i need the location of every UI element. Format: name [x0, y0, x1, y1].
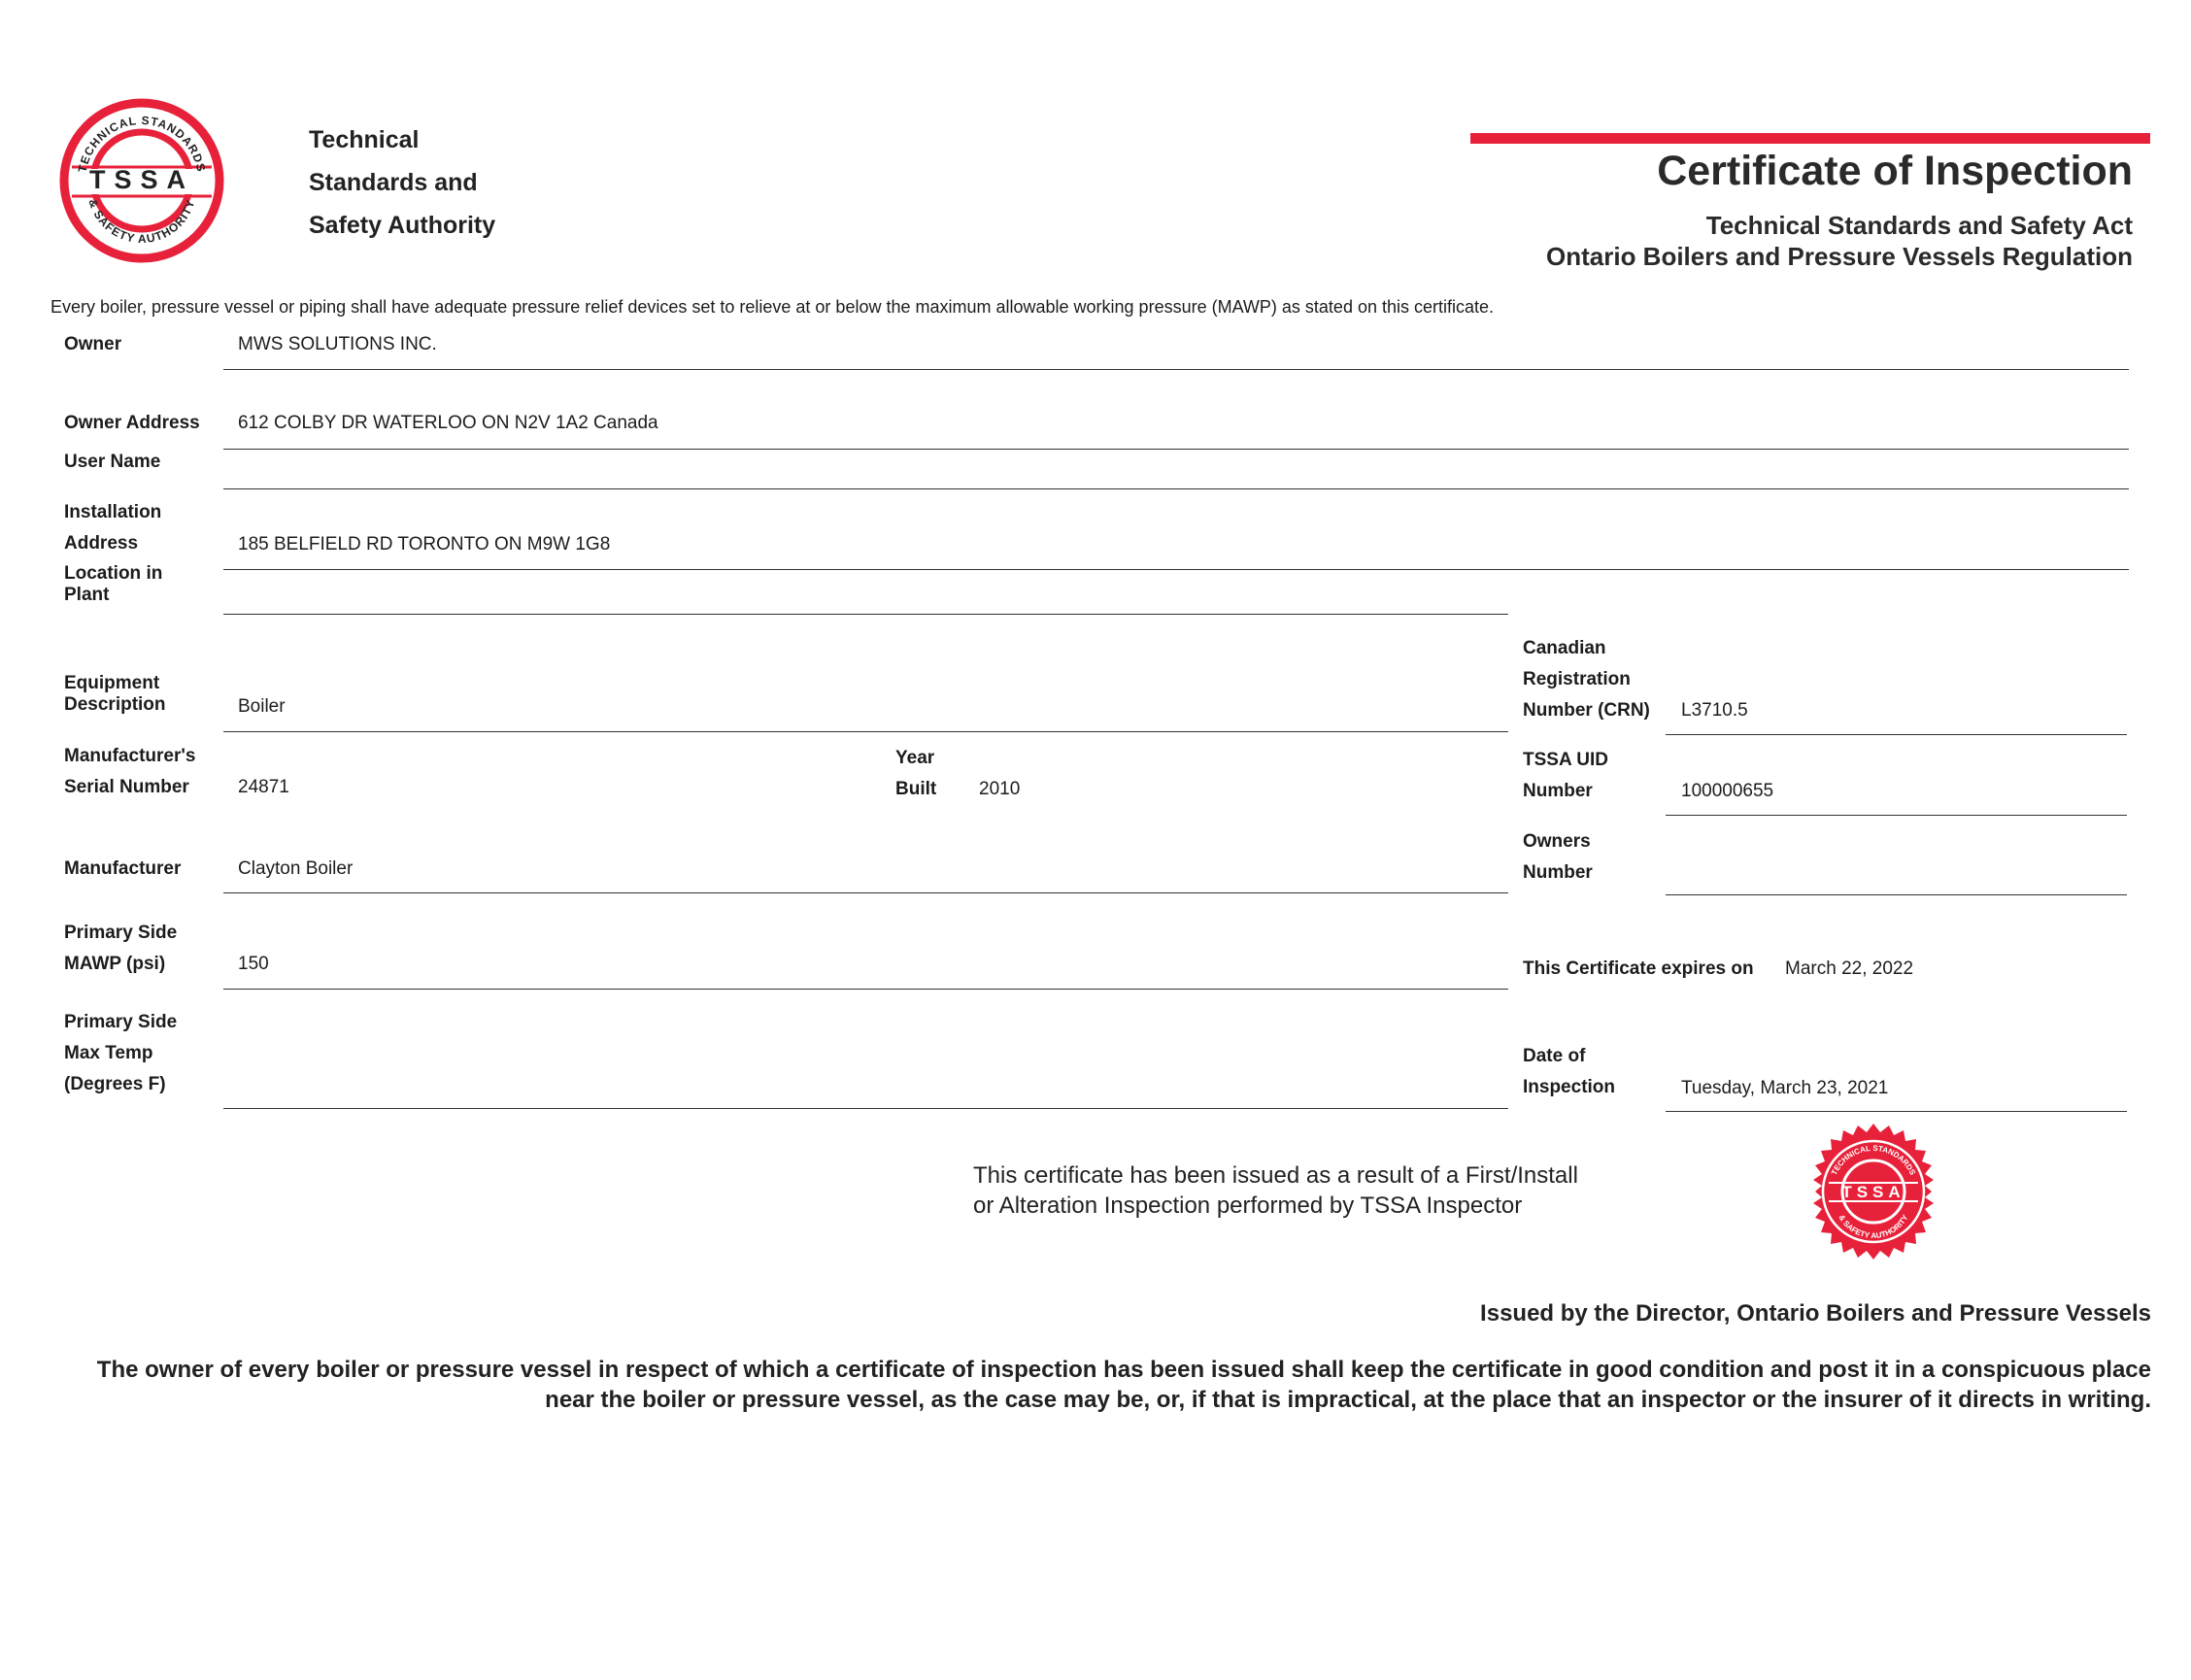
- posting-requirement: The owner of every boiler or pressure vessel in respect of which a certificate of inspection has been issued shall keep the certificate in good condition and post it in a conspicuous place near the boiler or pressure vessel, as the case may be, or, if that is impractical, at the place that an inspector or the insurer of it directs in writing.: [96, 1357, 2151, 1413]
- relief-device-notice: Every boiler, pressure vessel or piping shall have adequate pressure relief devices set to relieve at or below the maximum allowable working pressure (MAWP) as stated on this certificate.: [51, 297, 1495, 317]
- crn-label: Canadian Registration Number (CRN): [1523, 638, 1650, 721]
- seal-ring-top: TECHNICAL STANDARDS: [1829, 1143, 1918, 1177]
- issued-by-director: Issued by the Director, Ontario Boilers and Pressure Vessels: [1480, 1300, 2151, 1327]
- certificate-subtitle: [1259, 210, 2133, 272]
- location-in-plant-label: Location in Plant: [64, 563, 163, 605]
- installation-address-value: 185 BELFIELD RD TORONTO ON M9W 1G8: [238, 534, 611, 554]
- user-name-rule: [223, 488, 2129, 489]
- year-built-value: 2010: [979, 779, 1021, 799]
- org-name: [309, 118, 495, 247]
- tssa-uid-label: TSSA UID Number: [1523, 750, 1608, 801]
- subtitle-line: Ontario Boilers and Pressure Vessels Regulation: [1546, 242, 2133, 271]
- year-built-label: Year Built: [895, 748, 937, 799]
- installation-address-rule: [223, 569, 2129, 570]
- seal-text: TSSA: [1841, 1183, 1905, 1201]
- owner-label: Owner: [64, 334, 122, 354]
- crn-value: L3710.5: [1681, 700, 1748, 721]
- owner-address-label: Owner Address: [64, 413, 200, 433]
- installation-address-label: Installation Address: [64, 502, 162, 554]
- org-name-line: Technical: [309, 126, 420, 153]
- inspection-date-rule: [1666, 1111, 2127, 1112]
- owner-address-value: 612 COLBY DR WATERLOO ON N2V 1A2 Canada: [238, 413, 658, 433]
- certificate-title: Certificate of Inspection: [1657, 148, 2133, 194]
- logo-ring-top: TECHNICAL STANDARDS: [75, 113, 209, 174]
- seal-ring-bottom: & SAFETY AUTHORITY: [1837, 1213, 1910, 1241]
- serial-number-label: Manufacturer's Serial Number: [64, 746, 196, 797]
- manufacturer-value: Clayton Boiler: [238, 858, 354, 879]
- equipment-description-label: Equipment Description: [64, 673, 166, 715]
- tssa-uid-value: 100000655: [1681, 781, 1774, 801]
- max-temp-rule: [223, 1108, 1508, 1109]
- user-name-label: User Name: [64, 452, 161, 472]
- mawp-value: 150: [238, 954, 269, 974]
- crn-rule: [1666, 734, 2127, 735]
- owner-rule: [223, 369, 2129, 370]
- max-temp-label: Primary Side Max Temp (Degrees F): [64, 1012, 178, 1094]
- owner-value: MWS SOLUTIONS INC.: [238, 334, 437, 354]
- owners-number-label: Owners Number: [1523, 831, 1593, 883]
- equipment-description-value: Boiler: [238, 696, 286, 717]
- inspection-date-value: Tuesday, March 23, 2021: [1681, 1078, 1889, 1098]
- serial-number-value: 24871: [238, 777, 289, 797]
- equipment-description-rule: [223, 731, 1508, 732]
- mawp-label: Primary Side MAWP (psi): [64, 923, 178, 974]
- logo-ring-bottom: & SAFETY AUTHORITY: [85, 197, 198, 247]
- subtitle-line: Technical Standards and Safety Act: [1705, 211, 2133, 240]
- logo-text: TSSA: [88, 165, 195, 194]
- inspection-date-label: Date of Inspection: [1523, 1046, 1616, 1097]
- tssa-logo: [58, 97, 225, 264]
- org-name-line: Standards and: [309, 169, 478, 196]
- manufacturer-rule: [223, 892, 1508, 893]
- tssa-uid-rule: [1666, 815, 2127, 816]
- issuance-statement: This certificate has been issued as a result of a First/Install or Alteration Inspection performed by TSSA Inspector: [973, 1162, 1578, 1219]
- owner-address-rule: [223, 449, 2129, 450]
- mawp-rule: [223, 989, 1508, 990]
- header-accent-bar: [1470, 133, 2150, 144]
- tssa-seal: [1803, 1122, 1943, 1261]
- owners-number-rule: [1666, 894, 2127, 895]
- manufacturer-label: Manufacturer: [64, 858, 182, 879]
- org-name-line: Safety Authority: [309, 212, 496, 239]
- location-in-plant-rule: [223, 614, 1508, 615]
- expires-label: This Certificate expires on: [1523, 958, 1754, 979]
- expires-value: March 22, 2022: [1785, 958, 1914, 979]
